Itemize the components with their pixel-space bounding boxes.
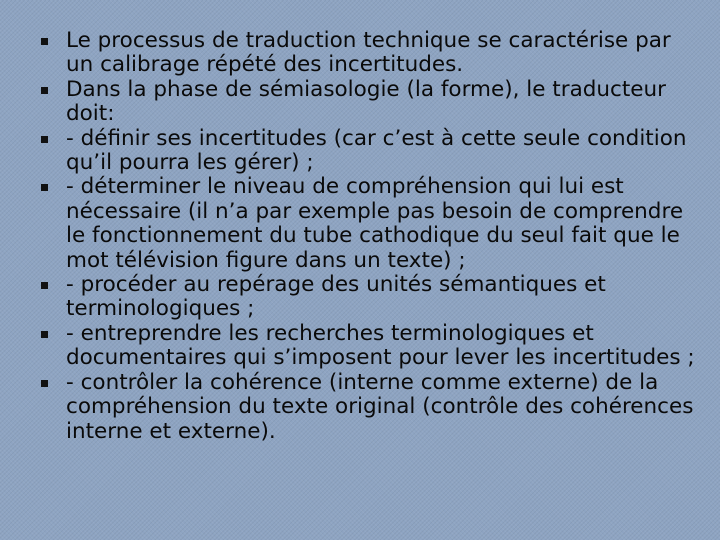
list-item bbox=[38, 29, 698, 78]
square-bullet-icon bbox=[41, 331, 48, 338]
bullet-text: - contrôler la cohérence (interne comme externe) de la compréhension du texte original (contrôle des cohérences interne et externe). bbox=[66, 369, 694, 444]
bullet-text: - définir ses incertitudes (car c’est à cette seule condition qu’il pourra les gérer) ; bbox=[66, 125, 687, 176]
bullet-text: - déterminer le niveau de compréhension qui lui est nécessaire (il n’a par exemple pas besoin de comprendre le fonctionnement du tube cathodique du seul fait que le mot télévision figure dans un texte) ; bbox=[66, 174, 684, 273]
square-bullet-icon bbox=[41, 282, 48, 289]
bullet-text: Dans la phase de sémiasologie (la forme), le traducteur doit: bbox=[66, 76, 666, 127]
bullet-text: - procéder au repérage des unités sémantiques et terminologiques ; bbox=[66, 272, 606, 322]
bullet-text: Le processus de traduction technique se caractérise par un calibrage répété des incertitudes. bbox=[66, 28, 671, 78]
list-item bbox=[38, 175, 698, 273]
list-item bbox=[38, 322, 698, 371]
bullet-list bbox=[38, 29, 698, 444]
square-bullet-icon bbox=[41, 87, 48, 94]
list-item bbox=[38, 78, 698, 127]
square-bullet-icon bbox=[41, 184, 48, 191]
bullet-text: - entreprendre les recherches terminologiques et documentaires qui s’imposent pour lever les incertitudes ; bbox=[66, 320, 695, 371]
list-item bbox=[38, 273, 698, 322]
list-item bbox=[38, 127, 698, 176]
list-item bbox=[38, 371, 698, 444]
square-bullet-icon bbox=[41, 38, 48, 45]
square-bullet-icon bbox=[41, 136, 48, 143]
square-bullet-icon bbox=[41, 380, 48, 387]
